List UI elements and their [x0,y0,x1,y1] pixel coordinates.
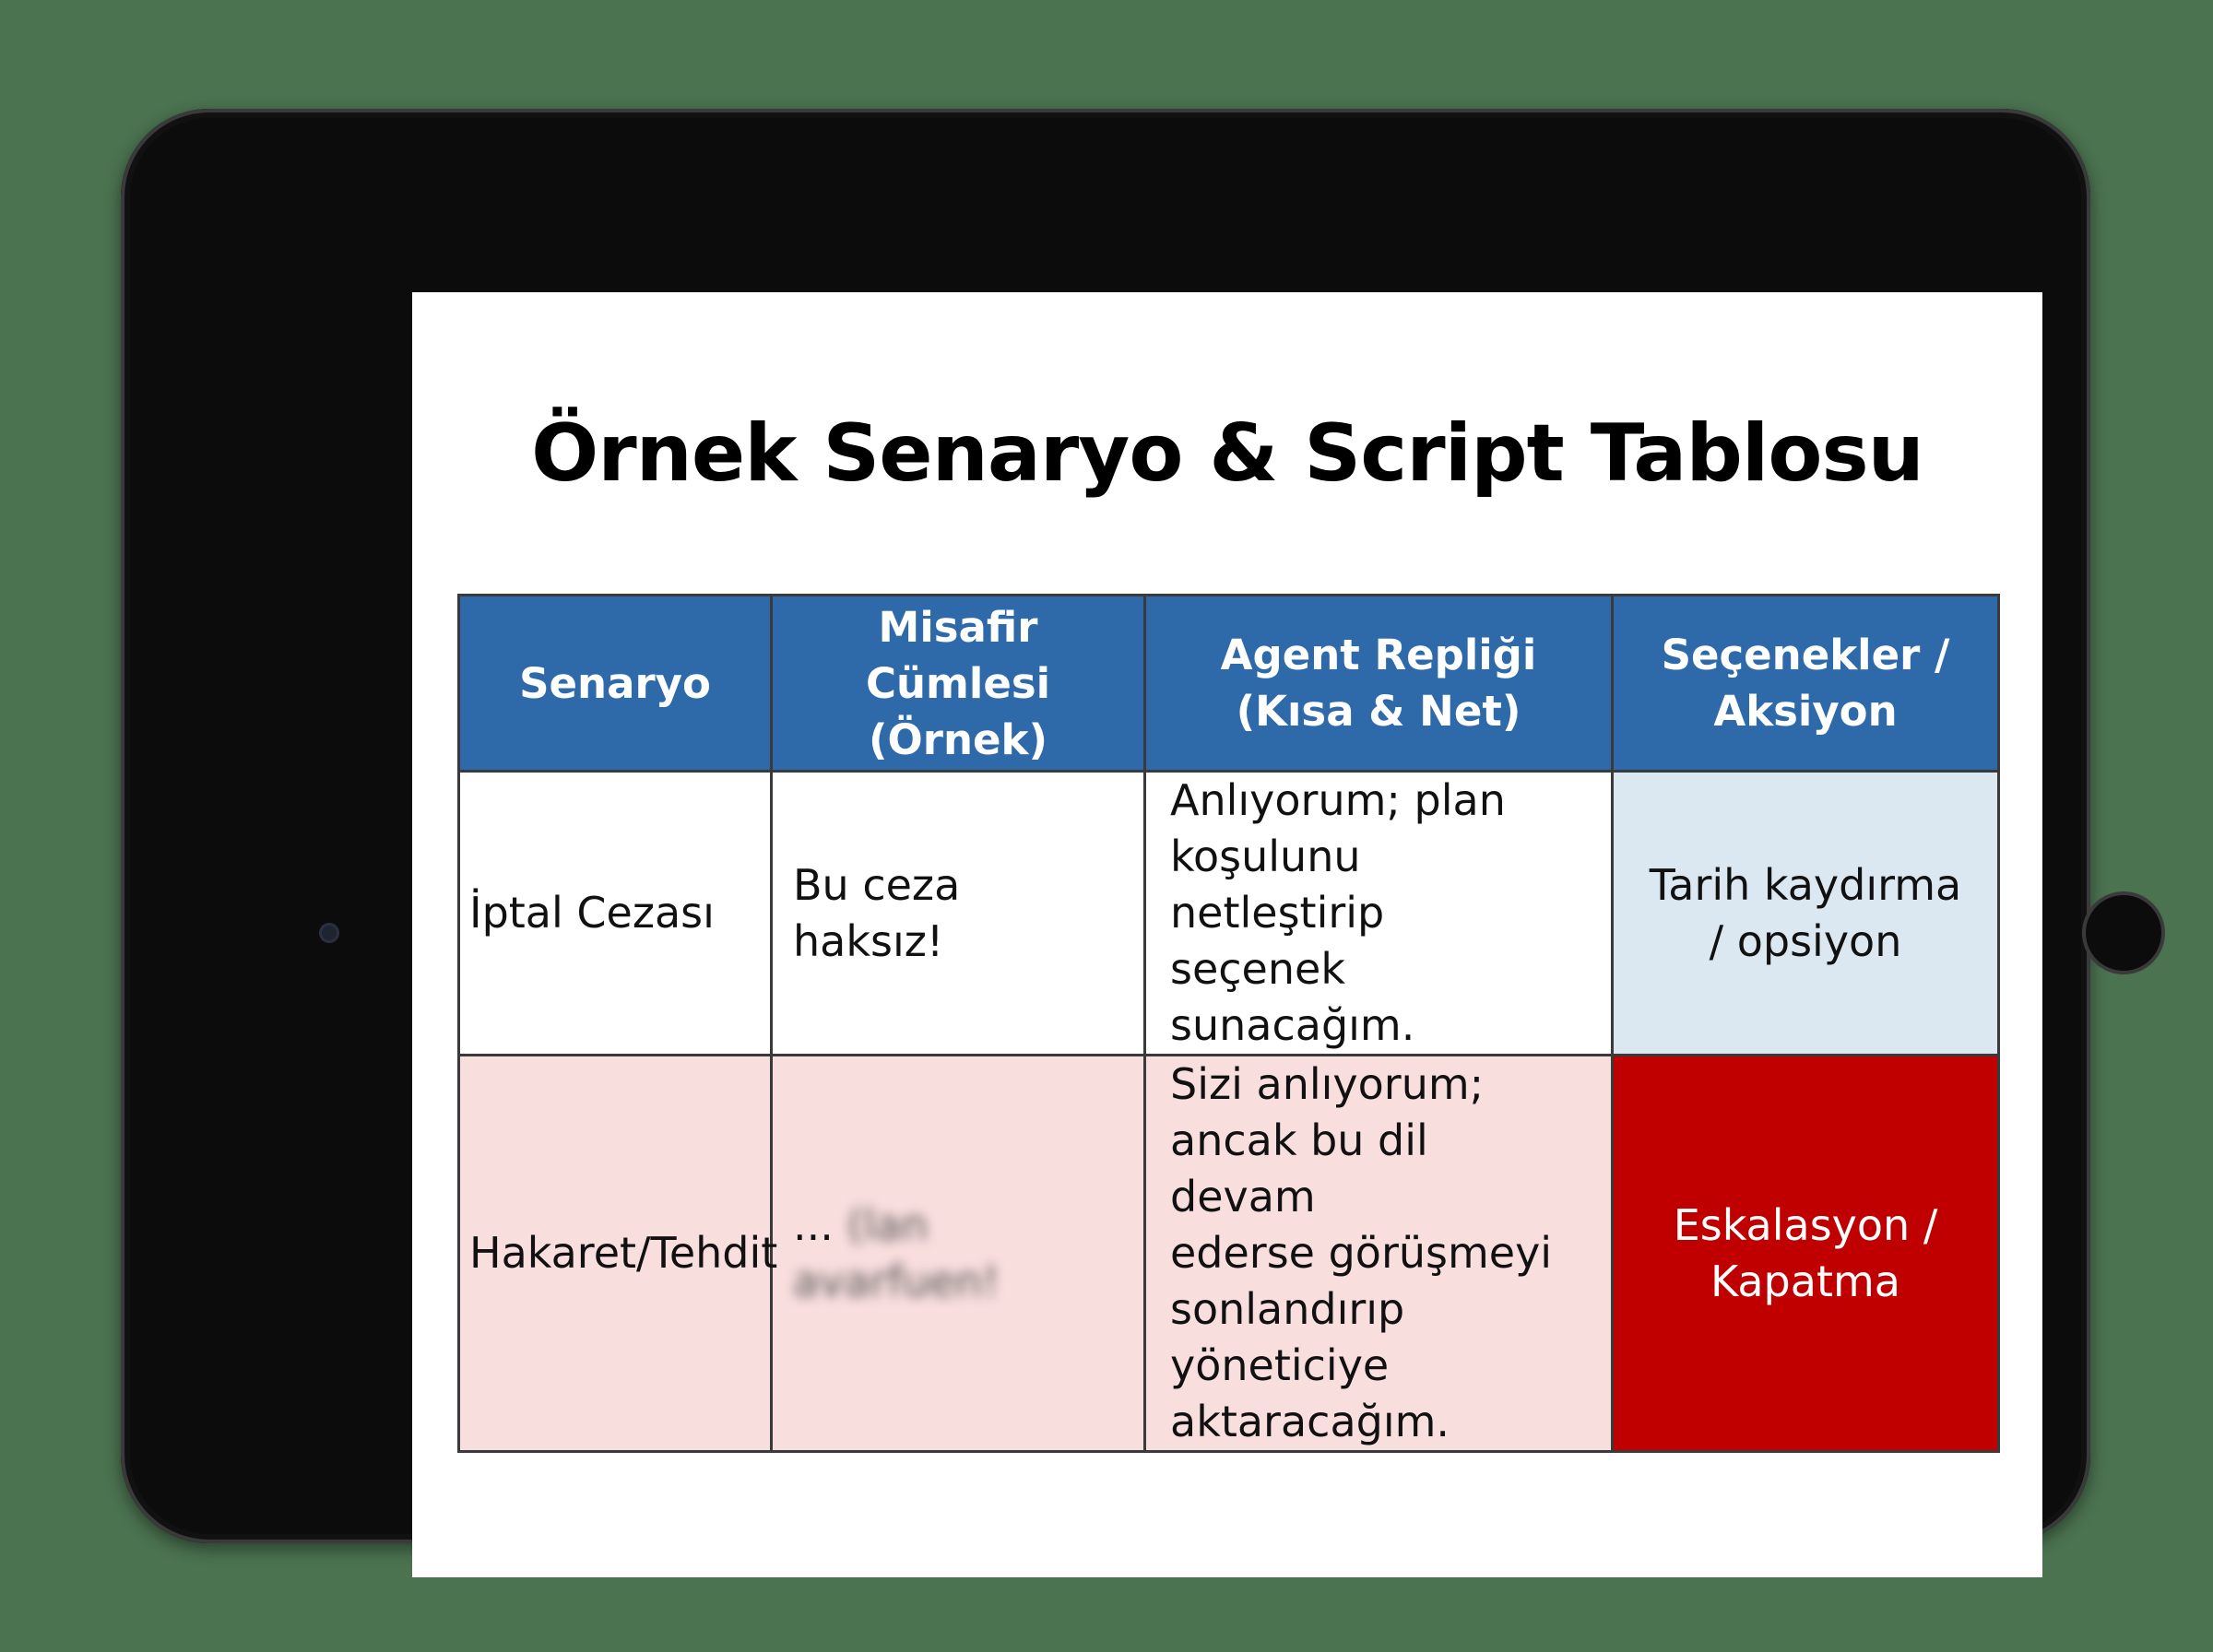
header-options-line-1: Seçenekler / [1661,631,1950,679]
table-header-row [459,596,1999,772]
table-row [459,1056,1999,1452]
guest-sentence-prefix: ... [793,1199,834,1250]
header-scenario-line-1: Senaryo [519,658,711,708]
header-scenario [459,596,772,772]
header-guest-line-1: Misafir Cümlesi [865,602,1051,708]
cell-scenario [459,1056,778,1452]
options-line: Tarih kaydırma [1649,859,1962,910]
agent-reply-line: yöneticiye [1170,1340,1390,1390]
cell-guest-sentence [772,772,1145,1056]
header-guest-line-2: (Örnek) [868,714,1048,764]
scenario-text: Hakaret/Tehdit [469,1228,778,1278]
home-button[interactable] [2082,891,2165,974]
header-options [1613,596,1999,772]
agent-reply-line: sonlandırıp [1170,1284,1405,1334]
agent-reply-line: seçenek sunacağım. [1170,944,1415,1050]
agent-reply-line: ancak bu dil devam [1170,1115,1428,1221]
camera-icon [319,923,339,943]
tablet-frame [121,109,2090,1543]
table-row [459,772,1999,1056]
header-agent-reply [1145,596,1613,772]
header-agent-line-1: Agent Repliği [1220,631,1537,679]
cell-scenario [459,772,772,1056]
tablet-screen [412,292,2042,1577]
cell-options [1613,1056,1999,1452]
header-guest-sentence [772,596,1145,772]
agent-reply-line: koşulunu netleştirip [1170,832,1385,938]
slide-title: Örnek Senaryo & Script Tablosu [531,407,1923,500]
script-table [457,594,2000,1453]
cell-agent-reply [1145,1056,1613,1452]
agent-reply-line: Sizi anlıyorum; [1170,1059,1485,1109]
scenario-text: İptal Cezası [469,888,715,938]
cell-agent-reply [1145,772,1613,1056]
agent-reply-line: ederse görüşmeyi [1170,1228,1553,1278]
guest-sentence-text: Bu ceza haksız! [793,859,961,966]
header-options-line-2: Aksiyon [1713,687,1898,736]
options-line: / opsiyon [1709,915,1902,966]
header-agent-line-2: (Kısa & Net) [1236,687,1521,736]
options-line: Eskalasyon / [1673,1199,1938,1250]
guest-sentence-blurred: (lan avarfuen! [793,1199,1000,1306]
options-line: Kapatma [1710,1256,1900,1306]
agent-reply-line: Anlıyorum; plan [1170,775,1506,825]
agent-reply-line: aktaracağım. [1170,1397,1450,1446]
cell-guest-sentence [772,1056,1145,1452]
cell-options [1613,772,1999,1056]
